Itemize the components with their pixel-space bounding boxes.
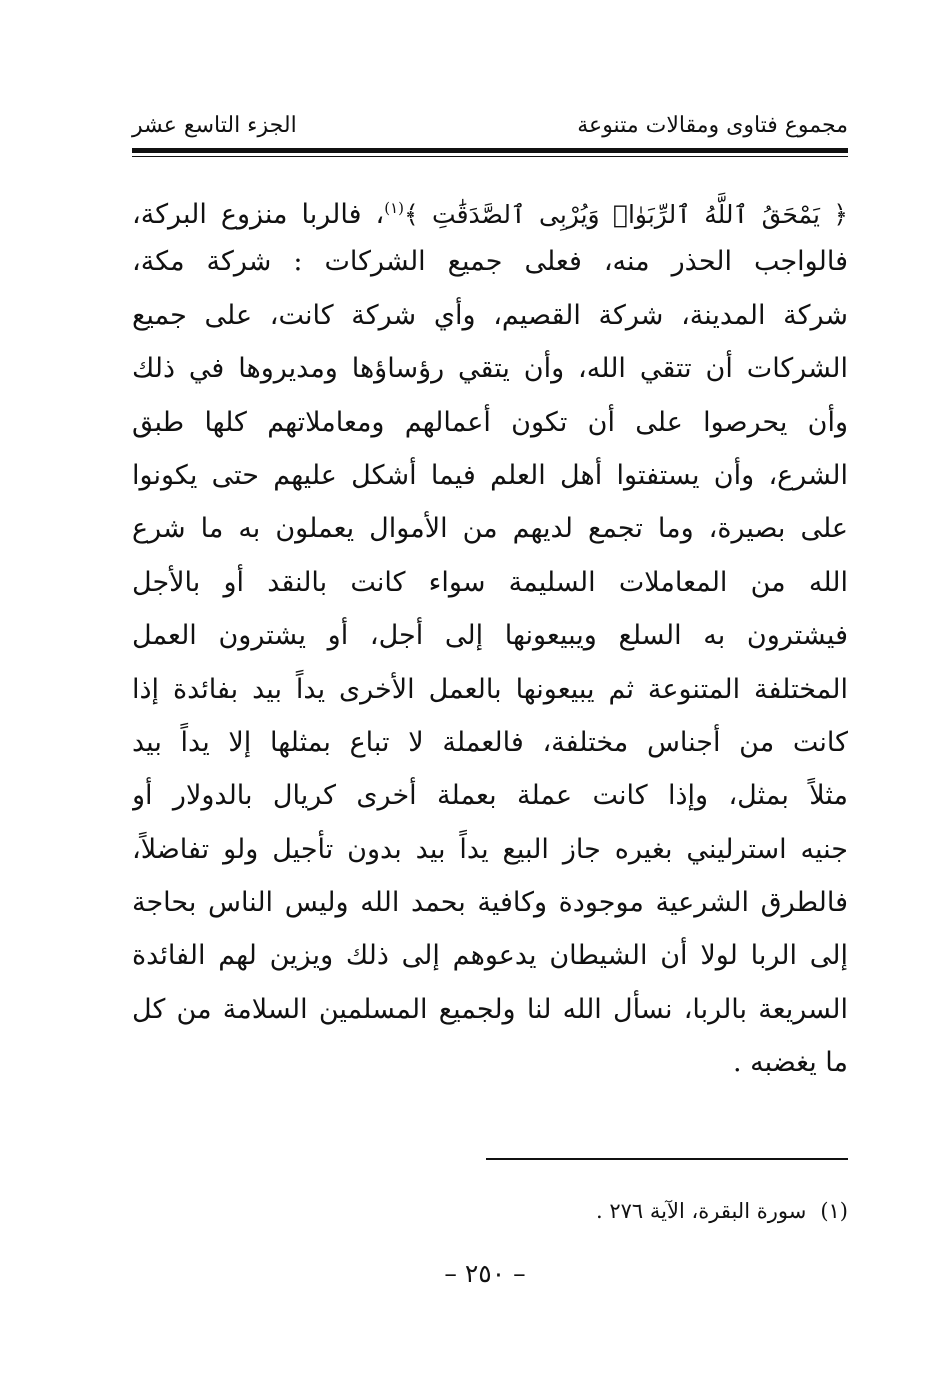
page-number: – ٢٥٠ – (444, 1259, 526, 1288)
text-line-last: ما يغضبه . (732, 1047, 848, 1079)
footnote-text: سورة البقرة، الآية ٢٧٦ . (596, 1199, 807, 1223)
footnote-separator (486, 1158, 848, 1160)
text-line: السريعة بالربا، نسأل الله لنا ولجميع المسلمين السلامة من كل (132, 993, 848, 1025)
volume-label: الجزء التاسع عشر (132, 113, 297, 138)
quran-verse: ﴿ يَمْحَقُ ٱللَّهُ ٱلرِّبَوٰا۟ وَيُرْبِى ٱلصَّدَقَٰتِ ﴾ (404, 200, 848, 229)
text-line: شركة المدينة، شركة القصيم، وأي شركة كانت، على جميع (132, 299, 848, 331)
line1-continuation: ، فالربا منزوع البركة، (132, 199, 385, 230)
text-line: فيشترون به السلع ويبيعونها إلى أجل، أو يشترون العمل (132, 620, 848, 652)
text-line: وأن يحرصوا على أن تكون أعمالهم ومعاملاتهم كلها طبق (132, 406, 848, 438)
text-line: على بصيرة، وما تجمع لديهم من الأموال يعملون به ما شرع (132, 513, 848, 545)
text-line: مثلاً بمثل، وإذا كانت عملة بعملة أخرى كريال بالدولار أو (132, 780, 848, 812)
header-rule-thick (132, 148, 848, 153)
text-line: جنيه استرليني بغيره جاز البيع يداً بيد بدون تأجيل ولو تفاضلاً، (132, 833, 848, 865)
text-line: المختلفة المتنوعة ثم يبيعونها بالعمل الأخرى يداً بيد بفائدة إذا (132, 673, 848, 705)
header-rule-thin (132, 156, 848, 157)
text-line: الشركات أن تتقي الله، وأن يتقي رؤساؤها ومديروها في ذلك (132, 353, 848, 385)
text-line: فالطرق الشرعية موجودة وكافية بحمد الله وليس الناس بحاجة (132, 887, 848, 919)
text-line: إلى الربا لولا أن الشيطان يدعوهم إلى ذلك ويزين لهم الفائدة (132, 940, 848, 972)
text-line: كانت من أجناس مختلفة، فالعملة لا تباع بمثلها إلا يداً بيد (132, 726, 848, 758)
main-text (132, 182, 848, 1090)
text-line: الله من المعاملات السليمة سواء كانت بالنقد أو بالأجل (132, 566, 848, 598)
text-line-1 (132, 182, 848, 235)
footnote-marker: (١) (384, 199, 405, 217)
book-title: مجموع فتاوى ومقالات متنوعة (577, 113, 848, 138)
text-line: فالواجب الحذر منه، فعلى جميع الشركات : شركة مكة، (132, 246, 848, 278)
running-header (132, 108, 848, 144)
footnote (348, 1196, 848, 1226)
footnote-number: (١) (820, 1199, 848, 1223)
text-line: الشرع، وأن يستفتوا أهل العلم فيما أشكل عليهم حتى يكونوا (132, 459, 848, 491)
